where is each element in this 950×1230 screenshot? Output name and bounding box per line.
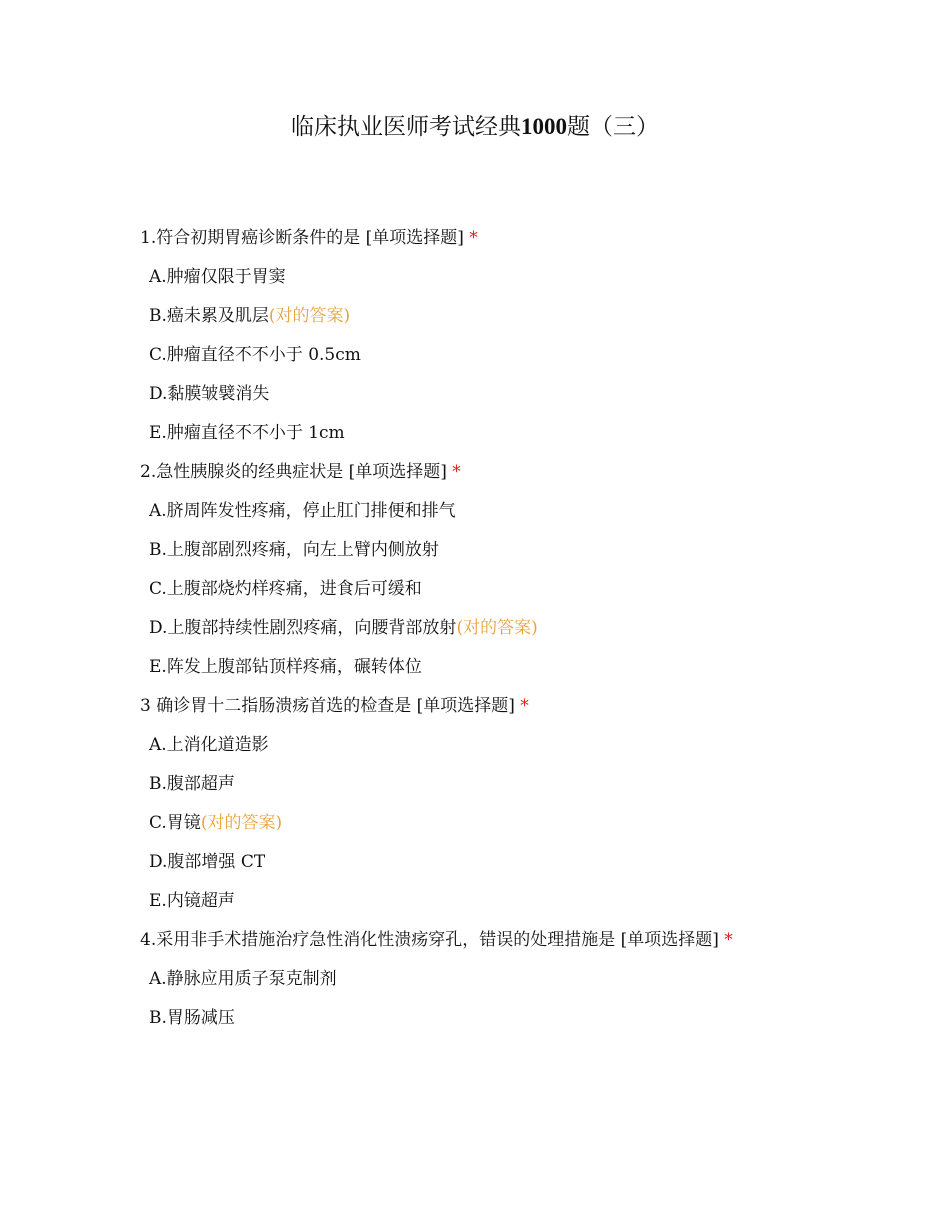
question-stem: [140, 927, 910, 953]
option-text: C.胃镜: [149, 813, 201, 833]
question-stem: [140, 693, 910, 719]
correct-answer-mark: (对的答案): [200, 813, 283, 833]
option-text: E.阵发上腹部钻顶样疼痛，碾转体位: [149, 657, 422, 677]
option-item[interactable]: [140, 381, 910, 407]
question-1: [140, 225, 910, 446]
correct-answer-mark: (对的答案): [268, 306, 351, 326]
option-text: C.肿瘤直径不不小于 0.5cm: [149, 345, 361, 365]
correct-answer-mark: (对的答案): [456, 618, 538, 638]
question-stem: [140, 459, 910, 485]
option-item[interactable]: [140, 654, 910, 680]
option-text: A.脐周阵发性疼痛，停止肛门排便和排气: [149, 501, 456, 521]
question-stem: [140, 225, 910, 251]
option-item[interactable]: [140, 732, 910, 758]
required-mark: *: [469, 228, 478, 248]
option-text: D.上腹部持续性剧烈疼痛，向腰背部放射: [149, 618, 457, 638]
option-text: E.肿瘤直径不不小于 1cm: [149, 423, 345, 443]
question-2: [140, 459, 910, 680]
option-item[interactable]: [140, 615, 910, 641]
option-item[interactable]: [140, 849, 910, 875]
option-text: B.癌未累及肌层: [149, 306, 269, 326]
question-4: [140, 927, 910, 1031]
option-item[interactable]: [140, 264, 910, 290]
option-item[interactable]: [140, 576, 910, 602]
option-text: B.腹部超声: [149, 774, 235, 794]
required-mark: *: [520, 696, 529, 716]
option-item[interactable]: [140, 771, 910, 797]
option-item[interactable]: [140, 420, 910, 446]
title-number: 1000: [521, 114, 567, 139]
option-text: A.静脉应用质子泵克制剂: [149, 969, 337, 989]
option-text: D.黏膜皱襞消失: [149, 384, 270, 404]
question-list: [140, 225, 910, 1044]
document-title: [0, 112, 950, 142]
option-item[interactable]: [140, 342, 910, 368]
option-item[interactable]: [140, 1005, 910, 1031]
option-text: B.胃肠减压: [149, 1008, 235, 1028]
question-text: 3 确诊胃十二指肠溃疡首选的检查是 [单项选择题]: [140, 696, 515, 716]
required-mark: *: [724, 930, 733, 950]
option-item[interactable]: [140, 303, 910, 329]
question-text: 1.符合初期胃癌诊断条件的是 [单项选择题]: [140, 228, 464, 248]
title-prefix: 临床执业医师考试经典: [291, 114, 521, 140]
option-item[interactable]: [140, 810, 910, 836]
option-text: C.上腹部烧灼样疼痛，进食后可缓和: [149, 579, 422, 599]
title-suffix: 题（三）: [567, 114, 659, 140]
option-item[interactable]: [140, 498, 910, 524]
option-text: A.上消化道造影: [149, 735, 269, 755]
option-text: A.肿瘤仅限于胃窦: [149, 267, 286, 287]
question-3: [140, 693, 910, 914]
option-text: B.上腹部剧烈疼痛，向左上臂内侧放射: [149, 540, 439, 560]
option-text: E.内镜超声: [149, 891, 235, 911]
option-item[interactable]: [140, 966, 910, 992]
option-text: D.腹部增强 CT: [149, 852, 266, 872]
required-mark: *: [452, 462, 461, 482]
question-text: 2.急性胰腺炎的经典症状是 [单项选择题]: [140, 462, 447, 482]
option-item[interactable]: [140, 888, 910, 914]
question-text: 4.采用非手术措施治疗急性消化性溃疡穿孔，错误的处理措施是 [单项选择题]: [140, 930, 719, 950]
option-item[interactable]: [140, 537, 910, 563]
